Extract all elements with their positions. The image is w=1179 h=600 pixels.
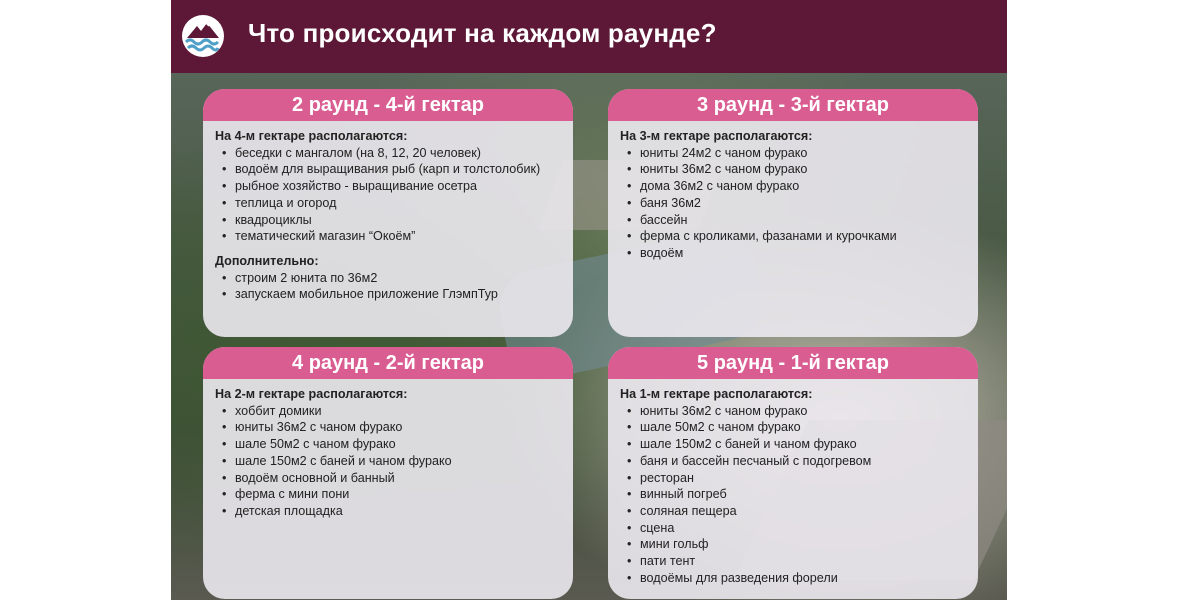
- list-item: • хоббит домики: [235, 403, 561, 420]
- list-item: • бассейн: [640, 212, 966, 229]
- list-item: • ресторан: [640, 470, 966, 487]
- list-item: • сцена: [640, 520, 966, 537]
- extra-list: [215, 270, 561, 303]
- round-card-3: [608, 89, 978, 337]
- list-item: • соляная пещера: [640, 503, 966, 520]
- extra-subtitle: Дополнительно:: [215, 253, 319, 268]
- list-item: • ферма с кроликами, фазанами и курочками: [640, 228, 966, 245]
- card-title: 5 раунд - 1-й гектар: [608, 347, 978, 379]
- mountain-waves-logo-icon: [181, 14, 225, 58]
- list-item: • запускаем мобильное приложение ГлэмпТур: [235, 286, 561, 303]
- list-item: • теплица и огород: [235, 195, 561, 212]
- list-item: • винный погреб: [640, 486, 966, 503]
- list-item: • водоём: [640, 245, 966, 262]
- list-item: • шале 150м2 с баней и чаном фурако: [235, 453, 561, 470]
- list-item: • юниты 36м2 с чаном фурако: [640, 161, 966, 178]
- feature-list: [215, 403, 561, 520]
- card-title: 2 раунд - 4-й гектар: [203, 89, 573, 121]
- slide: [171, 0, 1007, 600]
- round-card-4: [203, 347, 573, 599]
- list-item: • баня 36м2: [640, 195, 966, 212]
- list-item: • пати тент: [640, 553, 966, 570]
- round-card-2: [203, 89, 573, 337]
- list-item: • беседки с мангалом (на 8, 12, 20 человек): [235, 145, 561, 162]
- list-item: • дома 36м2 с чаном фурако: [640, 178, 966, 195]
- list-item: • водоём основной и банный: [235, 470, 561, 487]
- list-item: • шале 50м2 с чаном фурако: [640, 419, 966, 436]
- list-item: • строим 2 юнита по 36м2: [235, 270, 561, 287]
- round-card-5: [608, 347, 978, 599]
- page-title: Что происходит на каждом раунде?: [248, 18, 717, 48]
- list-item: • рыбное хозяйство - выращивание осетра: [235, 178, 561, 195]
- list-item: • квадроциклы: [235, 212, 561, 229]
- list-item: • юниты 36м2 с чаном фурако: [235, 419, 561, 436]
- card-subtitle: На 4-м гектаре располагаются:: [215, 129, 408, 143]
- list-item: • тематический магазин “Окоём”: [235, 228, 561, 245]
- card-subtitle: На 1-м гектаре располагаются:: [620, 387, 813, 401]
- list-item: • детская площадка: [235, 503, 561, 520]
- card-title: 3 раунд - 3-й гектар: [608, 89, 978, 121]
- list-item: • водоём для выращивания рыб (карп и толстолобик): [235, 161, 561, 178]
- card-title: 4 раунд - 2-й гектар: [203, 347, 573, 379]
- card-subtitle: На 3-м гектаре располагаются:: [620, 129, 813, 143]
- feature-list: [620, 145, 966, 262]
- list-item: • шале 50м2 с чаном фурако: [235, 436, 561, 453]
- list-item: • юниты 24м2 с чаном фурако: [640, 145, 966, 162]
- list-item: • баня и бассейн песчаный с подогревом: [640, 453, 966, 470]
- list-item: • ферма с мини пони: [235, 486, 561, 503]
- card-subtitle: На 2-м гектаре располагаются:: [215, 387, 408, 401]
- feature-list: [620, 403, 966, 587]
- list-item: • шале 150м2 с баней и чаном фурако: [640, 436, 966, 453]
- list-item: • мини гольф: [640, 536, 966, 553]
- list-item: • юниты 36м2 с чаном фурако: [640, 403, 966, 420]
- slide-header: [171, 0, 1007, 73]
- feature-list: [215, 145, 561, 245]
- list-item: • водоёмы для разведения форели: [640, 570, 966, 587]
